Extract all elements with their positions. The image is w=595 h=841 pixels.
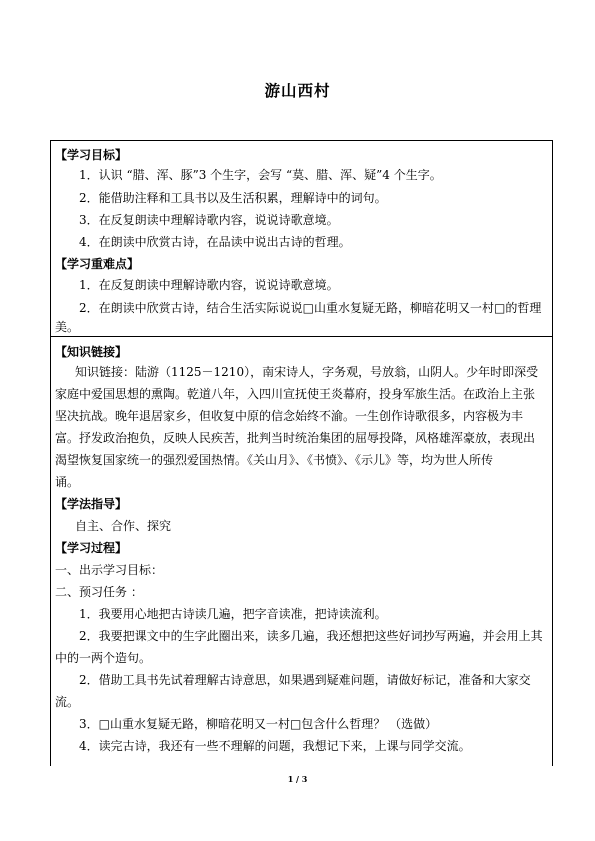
knowledge-header: 【知识链接】 <box>55 345 128 359</box>
preview-task-1: 1．我要用心地把古诗读几遍，把字音读准，把诗读流利。 <box>79 607 387 621</box>
goal-item-3: 3．在反复朗读中理解诗歌内容，说说诗歌意境。 <box>79 213 339 227</box>
process-step-2: 二、预习任务 ： <box>55 585 143 599</box>
page-number: 1 / 3 <box>287 774 308 784</box>
preview-task-5: 4．读完古诗，我还有一些不理解的问题，我想记下来，上课与同学交流。 <box>79 739 471 753</box>
preview-task-3-cont: 流。 <box>55 695 80 709</box>
goal-item-1: 1．认识 “腊、浑、豚”3 个生字，会写 “莫、腊、浑、疑”4 个生字。 <box>79 168 442 182</box>
content-box <box>50 336 553 766</box>
knowledge-line-3: 坚决抗战。晚年退居家乡，但收复中原的信念始终不渝。一生创作诗歌很多，内容极为丰 <box>55 409 524 423</box>
knowledge-line-5: 渴望恢复国家统一的强烈爱国热情。《关山月》、《书愤》、《示儿》等，均为世人所传 <box>55 453 494 467</box>
method-text: 自主、合作、探究 <box>75 519 172 533</box>
method-header: 【学法指导】 <box>55 497 128 511</box>
goal-item-2: 2．能借助注释和工具书以及生活积累，理解诗中的词句。 <box>79 191 387 205</box>
preview-task-4: 3．□山重水复疑无路，柳暗花明又一村□包含什么哲理？ （选做） <box>79 717 438 731</box>
preview-task-3: 2．借助工具书先试着理解古诗意思，如果遇到疑难问题，请做好标记，准备和大家交 <box>79 673 531 687</box>
knowledge-line-6: 诵。 <box>55 475 80 489</box>
knowledge-line-2: 家庭中爱国思想的熏陶。乾道八年，入四川宣抚使王炎幕府，投身军旅生活。在政治上主张 <box>55 387 536 401</box>
knowledge-line-1: 知识链接：陆游（1125－1210），南宋诗人，字务观，号放翁，山阴人。少年时即深受 <box>75 365 539 379</box>
knowledge-line-4: 富。抒发政治抱负，反映人民疾苦，批判当时统治集团的屈辱投降，风格雄浑豪放，表现出 <box>55 431 536 445</box>
key-point-item-1: 1．在反复朗读中理解诗歌内容，说说诗歌意境。 <box>79 278 339 292</box>
preview-task-2: 2．我要把课文中的生字此圈出来，读多几遍，我还想把这些好词抄写两遍，并会用上其 <box>79 629 543 643</box>
page-title: 游山西村 <box>264 81 331 100</box>
process-header: 【学习过程】 <box>55 541 128 555</box>
process-step-1: 一、出示学习目标： <box>55 563 164 577</box>
key-point-item-2: 2．在朗读中欣赏古诗，结合生活实际说说□山重水复疑无路，柳暗花明又一村□的哲理 <box>79 301 542 315</box>
preview-task-2-cont: 中的一两个造句。 <box>55 651 152 665</box>
goal-item-4: 4．在朗读中欣赏古诗，在品读中说出古诗的哲理。 <box>79 235 351 249</box>
key-points-header: 【学习重难点】 <box>55 257 140 271</box>
key-point-item-2-cont: 美。 <box>55 320 80 334</box>
goals-header: 【学习目标】 <box>55 148 128 162</box>
goals-box <box>50 140 553 337</box>
